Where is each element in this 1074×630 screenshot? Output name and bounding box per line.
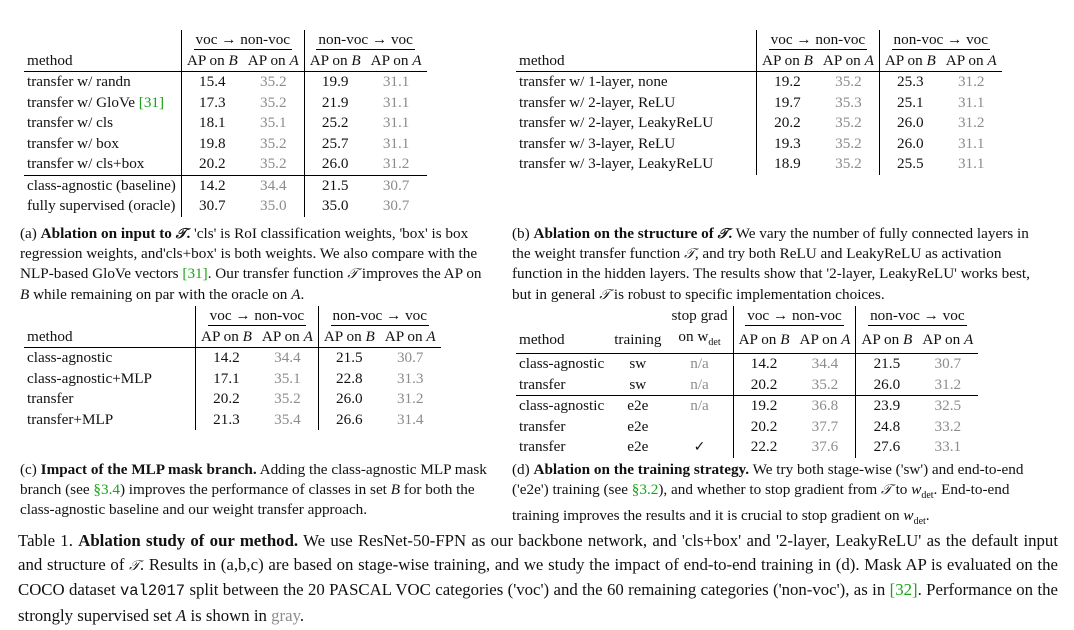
- col-stop-grad-on: on $w_{det}$: [666, 327, 733, 354]
- table-row: transfer w/ 3-layer, LeakyReLU 18.9 35.2 25.5 31.1: [516, 154, 1002, 175]
- col-method: method: [516, 51, 757, 72]
- table-row: transfer w/ box 19.8 35.2 25.7 31.1: [24, 134, 427, 155]
- table-d: stop grad voc → non-voc non-voc → voc method training on $w_{det}$ AP on B AP on A AP on B AP on A class-agnostic sw n/a 14.2 34.4 21.5 30.7 transfer sw n/a 20.2 35.2 26.0 31.2 class-agnostic e2e n/a 19.2 36.8 23.9 32.5 transfer e2e 20.2 37.7 24.8 33.2 transfer e2e ✓ 22.2 37.6 27.6 33.1: [516, 306, 978, 458]
- checkmark-icon: ✓: [666, 437, 733, 458]
- table-row: transfer e2e 20.2 37.7 24.8 33.2: [516, 417, 978, 438]
- table-row: class-agnostic e2e n/a 19.2 36.8 23.9 32.5: [516, 396, 978, 417]
- table-row: class-agnostic sw n/a 14.2 34.4 21.5 30.7: [516, 354, 978, 375]
- table-row: transfer w/ cls+box 20.2 35.2 26.0 31.2: [24, 154, 427, 175]
- col-ap-a: AP on A: [243, 51, 304, 72]
- caption-b: (b) Ablation on the structure of 𝒯. We vary the number of fully connected layers in the weight transfer function 𝒯, and try both ReLU and LeakyReLU as activation function in the hidden layers. The results show that '2-layer, LeakyReLU' works best, but in general 𝒯 is robust to specific implementation choices.: [512, 225, 1030, 303]
- table-row: transfer w/ 1-layer, none 19.2 35.2 25.3 31.2: [516, 72, 1002, 93]
- table-row: fully supervised (oracle) 30.7 35.0 35.0 30.7: [24, 196, 427, 217]
- caption-c: (c) Impact of the MLP mask branch. Adding the class-agnostic MLP mask branch (see §3.4) improves the performance of classes in set B for both the class-agnostic baseline and our weight transfer approach.: [20, 461, 487, 519]
- header-nonvoc-to-voc: non-voc → voc: [318, 31, 413, 48]
- table-row: transfer 20.2 35.2 26.0 31.2: [24, 389, 441, 410]
- table-row: transfer e2e ✓ 22.2 37.6 27.6 33.1: [516, 437, 978, 458]
- col-training: training: [609, 327, 666, 354]
- table-b: voc → non-voc non-voc → voc method AP on B AP on A AP on B AP on A transfer w/ 1-layer, none 19.2 35.2 25.3 31.2 transfer w/ 2-layer, ReLU 19.7 35.3 25.1 31.1 transfer w/ 2-layer, LeakyReLU 20.2 35.2 26.0 31.2 transfer w/ 3-layer, ReLU 19.3 35.2 26.0 31.1 transfer w/ 3-layer, LeakyReLU 18.9 35.2 25.5 31.1: [516, 30, 1002, 175]
- table-c: voc → non-voc non-voc → voc method AP on B AP on A AP on B AP on A class-agnostic 14.2 34.4 21.5 30.7 class-agnostic+MLP 17.1 35.1 22.8 31.3 transfer 20.2 35.2 26.0 31.2 transfer+MLP 21.3 35.4 26.6 31.4: [24, 306, 441, 430]
- caption-d: (d) Ablation on the training strategy. We try both stage-wise ('sw') and end-to-end ('e2e') training (see §3.2), and whether to stop gradient from 𝒯 to $w_{det}$. End-to-end training improves the results and it is crucial to stop gradient on $w_{det}$.: [512, 461, 1024, 528]
- table-row: class-agnostic+MLP 17.1 35.1 22.8 31.3: [24, 369, 441, 390]
- table-row: transfer w/ 2-layer, LeakyReLU 20.2 35.2 26.0 31.2: [516, 113, 1002, 134]
- table-row: transfer w/ randn 15.4 35.2 19.9 31.1: [24, 72, 427, 93]
- table-row: transfer sw n/a 20.2 35.2 26.0 31.2: [516, 375, 978, 396]
- col-method: method: [516, 327, 609, 354]
- table-caption: Table 1. Ablation study of our method. We use ResNet-50-FPN as our backbone network, and 'cls+box' and '2-layer, LeakyReLU' as the default input and structure of 𝒯. Results in (a,b,c) are based on stage-wise training, and we study the impact of end-to-end training in (d). Mask AP is evaluated on the COCO dataset val2017 split between the 20 PASCAL VOC categories ('voc') and the 60 remaining categories ('non-voc'), as in [32]. Performance on the strongly supervised set A is shown in gray.: [18, 531, 1058, 625]
- table-row: transfer+MLP 21.3 35.4 26.6 31.4: [24, 410, 441, 431]
- col-ap-a: AP on A: [366, 51, 427, 72]
- table-row: transfer w/ GloVe [31] 17.3 35.2 21.9 31.1: [24, 93, 427, 114]
- table-a: [24, 30, 427, 217]
- header-voc-to-nonvoc: voc → non-voc: [195, 31, 291, 48]
- table-row: transfer w/ cls 18.1 35.1 25.2 31.1: [24, 113, 427, 134]
- col-method: method: [24, 327, 196, 348]
- col-stop-grad: stop grad: [666, 306, 733, 327]
- caption-a: (a) Ablation on input to 𝒯. 'cls' is RoI classification weights, 'box' is box regression weights, and'cls+box' is both weights. We also compare with the NLP-based GloVe vectors [31]. Our transfer function 𝒯 improves the AP on B while remaining on par with the oracle on A.: [20, 225, 482, 303]
- table-row: class-agnostic (baseline) 14.2 34.4 21.5 30.7: [24, 175, 427, 196]
- table-row: class-agnostic 14.2 34.4 21.5 30.7: [24, 348, 441, 369]
- col-ap-b: AP on B: [181, 51, 242, 72]
- col-method: method: [24, 51, 181, 72]
- col-ap-b: AP on B: [304, 51, 365, 72]
- table-row: transfer w/ 2-layer, ReLU 19.7 35.3 25.1 31.1: [516, 93, 1002, 114]
- table-row: transfer w/ 3-layer, ReLU 19.3 35.2 26.0 31.1: [516, 134, 1002, 155]
